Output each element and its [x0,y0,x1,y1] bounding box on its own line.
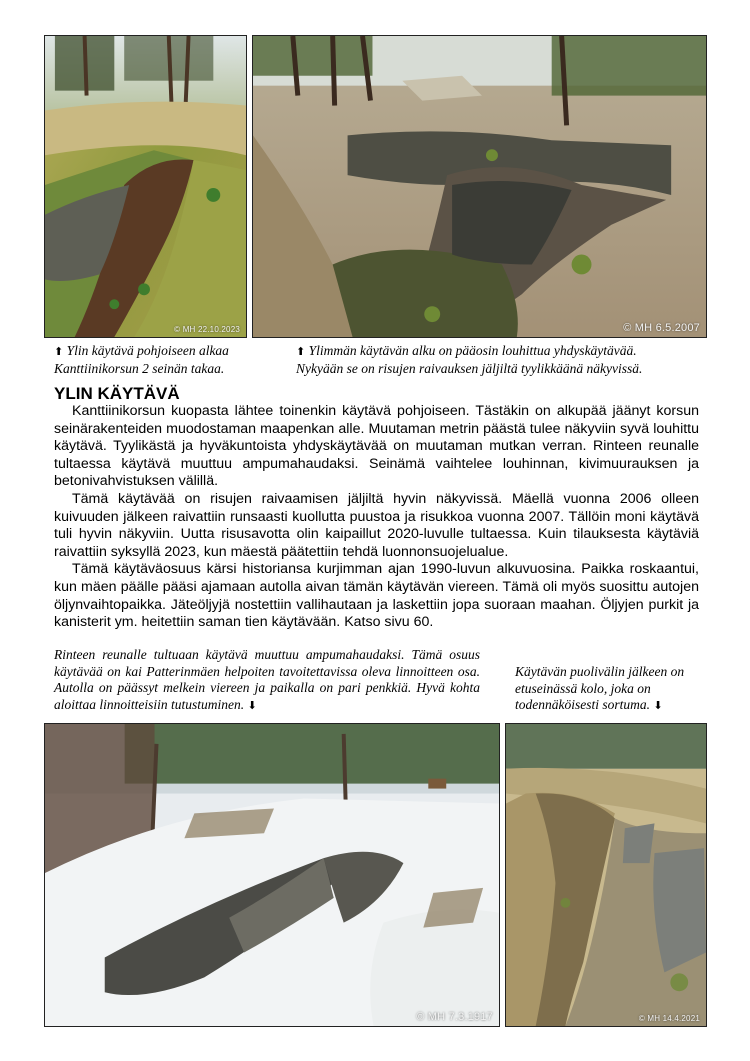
caption-line: Ylimmän käytävän alku on pääosin louhittua yhdyskäytävää. [308,343,637,358]
arrow-down-icon: ⬇ [247,698,257,712]
trench-photo-image [45,36,246,337]
photo-snowy-firing-trench [44,723,500,1027]
trench-photo-image [253,36,706,337]
caption-top-right [296,343,706,377]
caption-line: Nykyään se on risujen raivauksen jäljiltä tyylikkäänä näkyvissä. [296,360,643,376]
paragraph: Tämä käytäväosuus kärsi historiansa kurjimman ajan 1990-luvun alkuvuosina. Paikka roskaantui, kun mäen päälle pääsi ajamaan autolla aivan tämän käytävän viereen. Tämä oli myös suosittu autojen öljynvaihtopaikka. Jäteöljyjä nostettiin vallihautaan ja laskettiin jopa suoraan maahan. Öljyjen purkit ja kanisterit ym. heitettiin saman tien käytävään. Katso sivu 60. [54,561,699,631]
caption-text: Käytävän puolivälin jälkeen on etuseinässä kolo, joka on todennäköisesti sortuma. [515,664,685,712]
photo-trench-north-start [44,35,247,338]
photo-trench-rock-cut [252,35,707,338]
section-body [54,403,699,632]
paragraph: Tämä käytävää on risujen raivaamisen jäljiltä hyvin näkyvissä. Mäellä vuonna 2006 olleen kuivuuden jälkeen raivattiin runsaasti kuollutta puustoa ja risukkoa vuonna 2007. Tällöin moni käytävä tuli hyvin näkyviin. Uutta risusavotta olin kaipaillut 2020-luvulle tultaessa. Kuin tilauksesta käytäviä raivattiin syksyllä 2023, kun mäestä päätettiin tehdä luonnonsuojelualue. [54,490,699,560]
paragraph: Kanttiinikorsun kuopasta lähtee toinenkin käytävä pohjoiseen. Tästäkin on alkupää jäänyt korsun seinärakenteiden muodostaman maapenkan alle. Muutaman metrin päästä tulee näkyviin syvä louhittu käytävä. Tyylikästä ja hyväkuntoista yhdyskäytävää on muutaman mutkan verran. Rinteen reunalle tultaessa käytävä muuttuu ampumahaudaksi. Seinämä vaihtelee louhinnan, kivimuurauksen ja betonivahvistuksen välillä. [54,403,699,490]
photo-trench-collapse-hole [505,723,707,1027]
trench-photo-image [45,724,499,1026]
caption-top-left [54,343,264,377]
arrow-up-icon: ⬆ [296,345,306,358]
caption-text: Rinteen reunalle tultuaan käytävä muuttuu ampumahaudaksi. Tämä osuus käytävää on kai Patterinmäen helpoiten tavoitettavissa oleva linnoitteen osa. Autolla on päässyt melkein viereen ja paikalla on pari penkkiä. Hyvä kohta aloittaa linnoitteisiin tutustuminen. [54,647,480,712]
arrow-down-icon: ⬇ [653,699,663,712]
caption-line: Kanttiinikorsun 2 seinän takaa. [54,360,225,376]
photo-credit: © MH 22.10.2023 [174,325,240,334]
arrow-up-icon: ⬆ [54,345,64,358]
photo-credit: © MH 14.4.2021 [638,1014,700,1023]
section-heading: YLIN KÄYTÄVÄ [54,384,180,403]
caption-line: Ylin käytävä pohjoiseen alkaa [66,343,229,358]
photo-credit: © MH 6.5.2007 [623,322,700,334]
trench-photo-image [506,724,706,1026]
caption-middle-right [515,664,695,715]
photo-credit: © MH 7.3.1917 [416,1011,493,1023]
caption-middle-left [54,647,480,714]
